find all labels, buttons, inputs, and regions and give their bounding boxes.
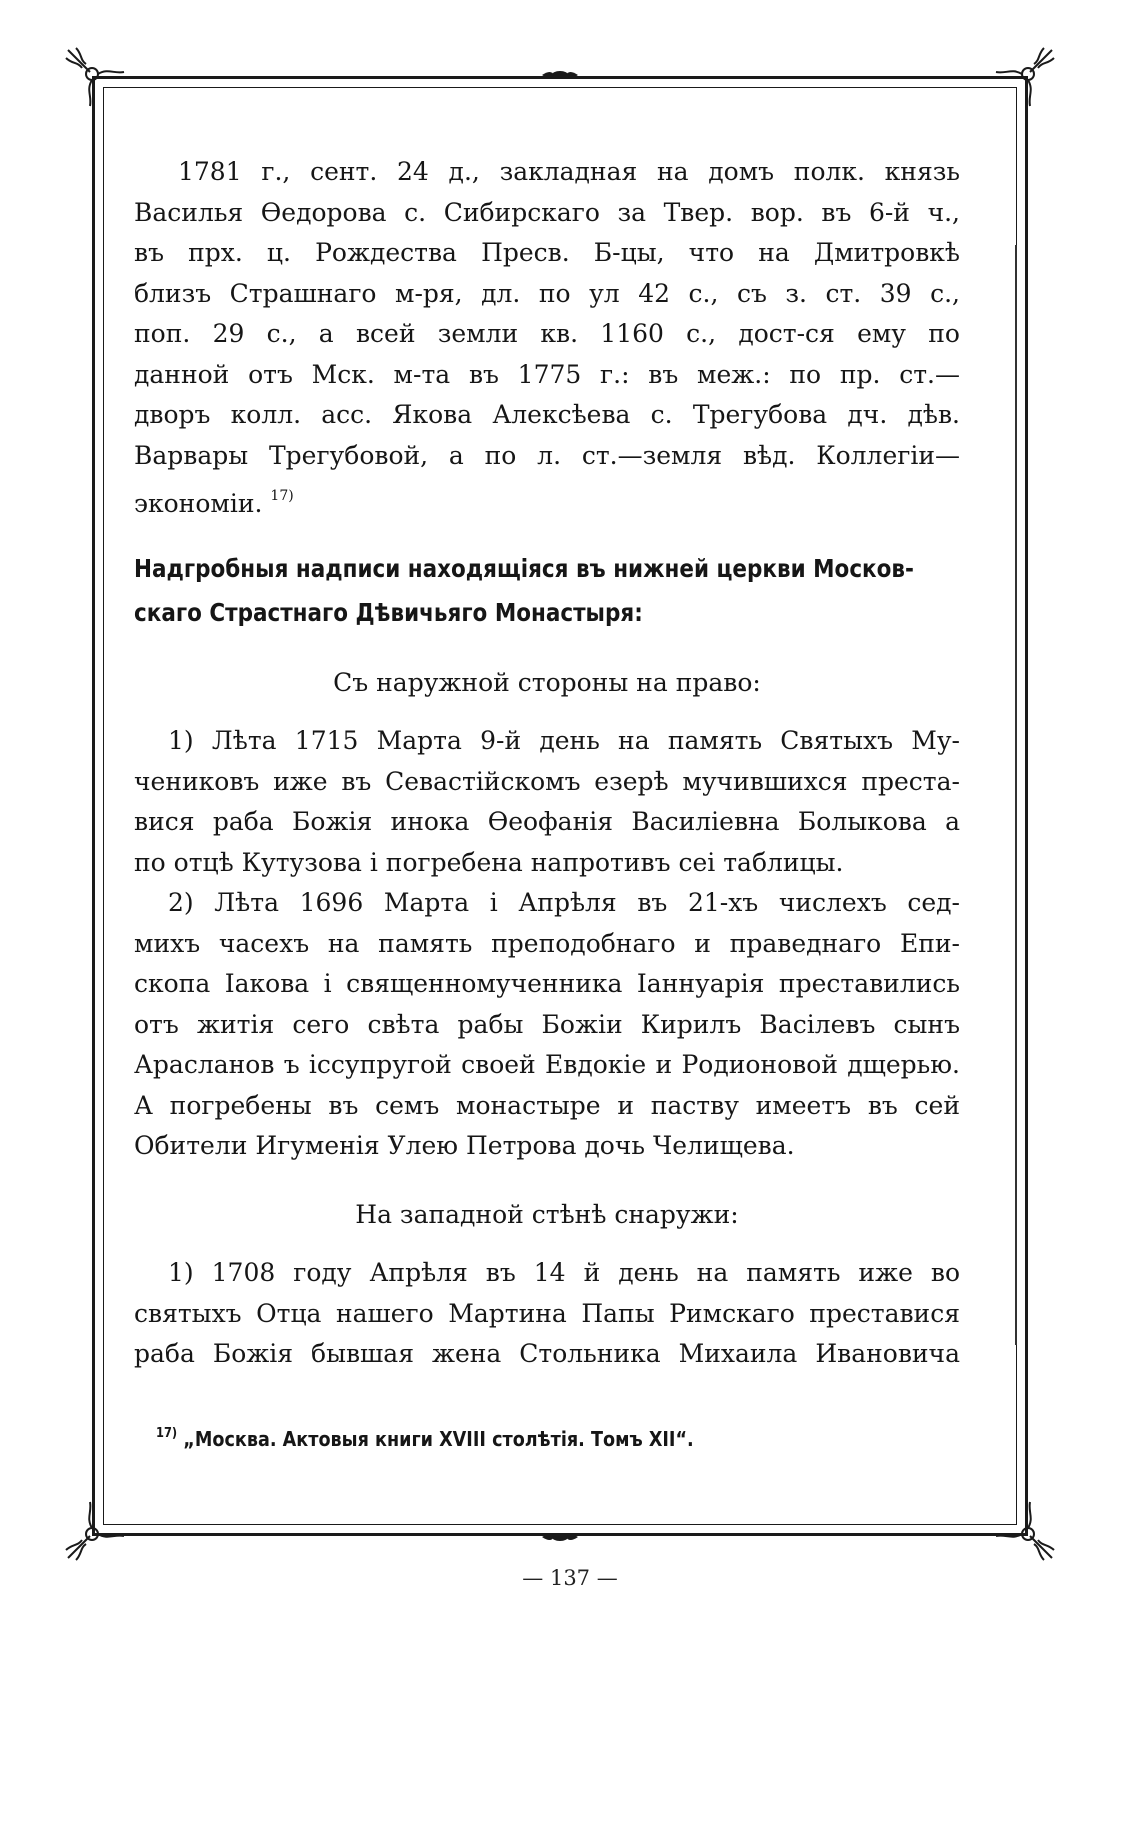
entry-line: Варвары Трегубовой, а по л. ст.—земля вѣд. Коллегіи— <box>134 440 960 470</box>
entry-line: Василья Өедорова с. Сибирскаго за Твер. вор. въ 6-й ч., <box>134 197 960 227</box>
inscription-line: чениковъ иже въ Севастійскомъ езерѣ мучившихся преста- <box>134 766 960 796</box>
section-heading-line: Надгробныя надписи находящіяся въ нижней церкви Москов- <box>134 553 914 583</box>
section-heading-line: скаго Страстнаго Дѣвичьяго Монастыря: <box>134 597 643 627</box>
inscription-line: по отцѣ Кутузова і погребена напротивъ сеі таблицы. <box>134 847 844 877</box>
page-number: — 137 — <box>522 1566 618 1590</box>
entry-last-text: экономіи. <box>134 489 263 518</box>
entry-last-line <box>134 476 960 525</box>
footnote-text: „Москва. Актовыя книги XVIII столѣтія. Томъ XII“. <box>183 1427 694 1451</box>
entry-line: дворъ колл. асс. Якова Алексѣева с. Трегубова дч. дѣв. <box>134 400 960 429</box>
corner-ornament-icon <box>994 1500 1058 1564</box>
inscription-line: 1) 1708 году Апрѣля въ 14 й день на память иже во <box>168 1258 960 1287</box>
entry-line: близъ Страшнаго м-ря, дл. по ул 42 с., съ з. ст. 39 с., <box>134 278 960 308</box>
inscription-line: святыхъ Отца нашего Мартина Папы Римскаго преставися <box>134 1298 960 1328</box>
footnote-marker: 17) <box>156 1426 178 1441</box>
bottom-crest-ornament-icon <box>540 1530 580 1544</box>
subsection-title: Съ наружной стороны на право: <box>333 667 761 697</box>
inscription-line: скопа Іакова і священномученника Іаннуарія преставились <box>134 969 960 998</box>
corner-ornament-icon <box>62 44 126 108</box>
entry-line: въ прх. ц. Рождества Пресв. Б-цы, что на Дмитровкѣ <box>134 238 960 267</box>
inscription-line: Обители Игуменія Улею Петрова дочь Челищева. <box>134 1131 795 1160</box>
footnote-reference: 17) <box>270 488 294 504</box>
inscription-line: А погребены въ семъ монастыре и паству имеетъ въ сей <box>134 1090 960 1120</box>
inscription-line: раба Божія бывшая жена Стольника Михаила Ивановича <box>134 1339 960 1368</box>
entry-line: 1781 г., сент. 24 д., закладная на домъ полк. князь <box>178 157 960 186</box>
inscription-line: Арасланов ъ іссупругой своей Евдокіе и Родионовой дщерью. <box>134 1050 960 1079</box>
inscription-line: вися раба Божія инока Өеофанія Василіевна Болыкова а <box>134 807 960 836</box>
top-crest-ornament-icon <box>540 68 580 82</box>
entry-line: данной отъ Мск. м-та въ 1775 г.: въ меж.: по пр. ст.— <box>134 359 960 389</box>
corner-ornament-icon <box>62 1500 126 1564</box>
inscription-line: отъ житія сего свѣта рабы Божіи Кирилъ Васілевъ сынъ <box>134 1009 960 1039</box>
subsection-title: На западной стѣнѣ снаружи: <box>355 1199 739 1229</box>
corner-ornament-icon <box>994 44 1058 108</box>
inner-right-rule <box>1014 245 1018 1345</box>
entry-line: поп. 29 с., а всей земли кв. 1160 с., дост-ся ему по <box>134 319 960 348</box>
footnote <box>156 1426 694 1451</box>
inscription-line: 2) Лѣта 1696 Марта і Апрѣля въ 21-хъ числехъ сед- <box>168 888 960 917</box>
page-body <box>134 152 960 1375</box>
inscription-line: михъ часехъ на память преподобнаго и праведнаго Епи- <box>134 928 960 958</box>
inscription-line: 1) Лѣта 1715 Марта 9-й день на память Святыхъ Му- <box>168 726 960 755</box>
